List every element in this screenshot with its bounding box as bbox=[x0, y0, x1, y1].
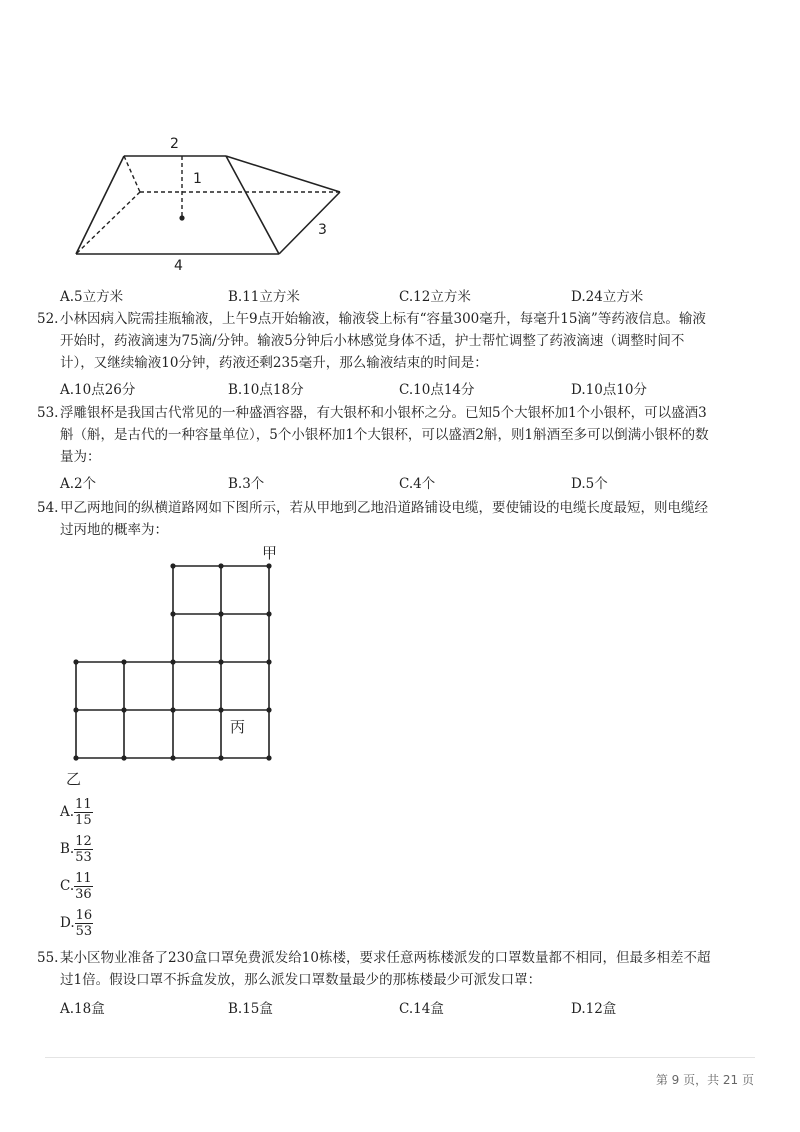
q53-option-c[interactable]: C.4个 bbox=[399, 476, 436, 492]
q52-stem bbox=[60, 308, 780, 374]
q52-option-a[interactable]: A.10点26分 bbox=[60, 382, 136, 398]
q54-option-a[interactable] bbox=[60, 797, 93, 828]
q52-line-3: 计），又继续输液10分钟，药液还剩235毫升，那么输液结束的时间是： bbox=[60, 355, 488, 371]
q54-option-a-fraction bbox=[74, 797, 93, 828]
q54-option-d-letter: D. bbox=[60, 915, 75, 931]
footer-divider bbox=[45, 1057, 755, 1058]
fraction-numerator: 16 bbox=[75, 908, 93, 923]
fraction-numerator: 12 bbox=[75, 834, 92, 849]
q52-option-b[interactable]: B.10点18分 bbox=[228, 382, 304, 398]
prism-label-bottom: 4 bbox=[174, 258, 183, 274]
q54-option-c[interactable] bbox=[60, 871, 93, 902]
q53-option-a[interactable]: A.2个 bbox=[60, 476, 97, 492]
fraction-denominator: 15 bbox=[75, 813, 92, 828]
q55-line-2: 过1倍。假设口罩不拆盒发放，那么派发口罩数量最少的那栋楼最少可派发口罩： bbox=[60, 972, 542, 988]
q53-number: 53. bbox=[37, 405, 59, 421]
q54-option-a-letter: A. bbox=[60, 804, 75, 820]
q54-stem bbox=[60, 497, 780, 541]
q52-number: 52. bbox=[37, 311, 59, 327]
q53-line-1: 浮雕银杯是我国古代常见的一种盛酒容器，有大银杯和小银杯之分。已知5个大银杯加1个小银杯，可以盛酒3 bbox=[60, 405, 707, 421]
q54-option-b-letter: B. bbox=[60, 841, 75, 857]
height-foot-point bbox=[179, 215, 184, 220]
q55-stem bbox=[60, 947, 780, 991]
q53-option-d[interactable]: D.5个 bbox=[571, 476, 608, 492]
grid-label-via: 丙 bbox=[230, 718, 246, 736]
q53-line-3: 量为： bbox=[60, 449, 101, 465]
prism-label-height: 1 bbox=[193, 171, 202, 187]
q52-line-1: 小林因病入院需挂瓶输液，上午9点开始输液，输液袋上标有“容量300毫升，每毫升15滴”等药液信息。输液 bbox=[60, 311, 706, 327]
q52-option-d[interactable]: D.10点10分 bbox=[571, 382, 647, 398]
fraction-numerator: 11 bbox=[75, 871, 92, 886]
q55-number: 55. bbox=[37, 950, 59, 966]
q53-line-2: 斛（斛，是古代的一种容量单位），5个小银杯加1个大银杯，可以盛酒2斛，则1斛酒至多可以倒满小银杯的数 bbox=[60, 427, 709, 443]
q51-option-d[interactable]: D.24立方米 bbox=[571, 289, 644, 305]
fraction-denominator: 53 bbox=[75, 850, 92, 865]
q52-line-2: 开始时，药液滴速为75滴/分钟。输液5分钟后小林感觉身体不适，护士帮忙调整了药液滴速（调整时间不 bbox=[60, 333, 685, 349]
q54-line-2: 过丙地的概率为： bbox=[60, 522, 168, 538]
q55-option-d[interactable]: D.12盒 bbox=[571, 1001, 617, 1017]
fraction-denominator: 36 bbox=[75, 887, 92, 902]
q51-option-c[interactable]: C.12立方米 bbox=[399, 289, 471, 305]
q53-option-b[interactable]: B.3个 bbox=[228, 476, 265, 492]
q55-option-a[interactable]: A.18盒 bbox=[60, 1001, 105, 1017]
q55-line-1: 某小区物业准备了230盒口罩免费派发给10栋楼，要求任意两栋楼派发的口罩数量都不相同，但最多相差不超 bbox=[60, 950, 711, 966]
q51-option-a[interactable]: A.5立方米 bbox=[60, 289, 124, 305]
q53-stem bbox=[60, 402, 780, 468]
road-grid-figure bbox=[60, 550, 290, 770]
fraction-denominator: 53 bbox=[75, 924, 93, 939]
page-number: 第 9 页，共 21 页 bbox=[655, 1073, 754, 1087]
q51-option-b[interactable]: B.11立方米 bbox=[228, 289, 300, 305]
grid-label-end: 乙 bbox=[66, 770, 82, 788]
prism-figure bbox=[60, 125, 360, 275]
q54-option-b-fraction bbox=[74, 834, 93, 865]
grid-label-start: 甲 bbox=[262, 544, 278, 562]
q54-number: 54. bbox=[37, 500, 59, 516]
q54-option-d[interactable] bbox=[60, 908, 93, 939]
q54-option-c-letter: C. bbox=[60, 878, 75, 894]
q52-option-c[interactable]: C.10点14分 bbox=[399, 382, 475, 398]
q54-option-c-fraction bbox=[74, 871, 93, 902]
q55-option-c[interactable]: C.14盒 bbox=[399, 1001, 444, 1017]
fraction-numerator: 11 bbox=[75, 797, 92, 812]
prism-label-side: 3 bbox=[318, 222, 327, 238]
q55-option-b[interactable]: B.15盒 bbox=[228, 1001, 273, 1017]
prism-label-top: 2 bbox=[170, 136, 179, 152]
q54-option-b[interactable] bbox=[60, 834, 93, 865]
q54-line-1: 甲乙两地间的纵横道路网如下图所示，若从甲地到乙地沿道路铺设电缆，要使铺设的电缆长度最短，则电缆经 bbox=[60, 500, 708, 516]
q54-option-d-fraction bbox=[75, 908, 94, 939]
